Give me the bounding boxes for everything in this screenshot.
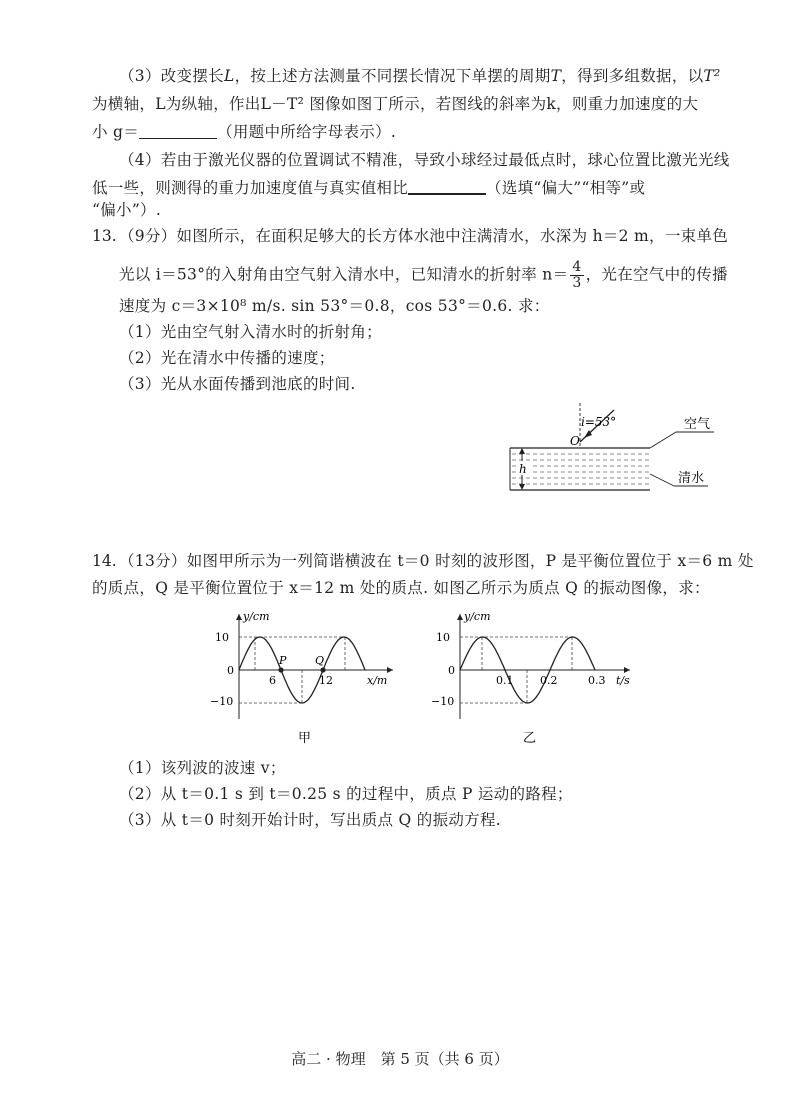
tick-0.1: 0.1 xyxy=(496,674,514,687)
text: ，光在空气中的传播 xyxy=(585,265,728,284)
q14-sub1: （1）该列波的波速 v； xyxy=(119,759,286,777)
q13-sub1: （1）光由空气射入清水时的折射角； xyxy=(119,323,382,341)
tick-neg10: −10 xyxy=(431,695,455,708)
label-water: 清水 xyxy=(678,471,705,486)
q13-line2 xyxy=(119,260,728,291)
label-q: Q xyxy=(315,654,325,667)
label-p: P xyxy=(279,654,287,667)
answer-blank-compare[interactable] xyxy=(408,179,486,195)
q13-line3: 速度为 c＝3×10⁸ m/s. sin 53°＝0.8，cos 53°＝0.6. 求： xyxy=(119,297,550,315)
q12-part3-line1 xyxy=(119,66,721,86)
angle-label: i=53° xyxy=(581,415,617,429)
point-p xyxy=(278,667,283,672)
answer-blank-g[interactable] xyxy=(139,124,217,139)
x-label: t/s xyxy=(616,674,630,687)
q12-part3-line2: 为横轴，L为纵轴，作出L－T² 图像如图丁所示，若图线的斜率为k，则重力加速度的大 xyxy=(92,95,699,113)
leader-air xyxy=(650,432,676,448)
text: ，得到多组数据，以 xyxy=(561,67,704,85)
text: 小 g＝ xyxy=(92,123,140,141)
text: （3）改变摆长 xyxy=(119,67,224,85)
y-label: y/cm xyxy=(243,610,270,623)
tick-6: 6 xyxy=(269,674,276,687)
arrow-down-icon xyxy=(519,484,525,490)
q13-sub3: （3）光从水面传播到池底的时间. xyxy=(119,375,356,393)
q14-line2: 的质点，Q 是平衡位置位于 x＝12 m 处的质点. 如图乙所示为质点 Q 的振动图像，求： xyxy=(92,579,710,597)
text: （用题中所给字母表示）. xyxy=(217,123,397,141)
fraction-n xyxy=(570,260,583,291)
q12-part4-line1: （4）若由于激光仪器的位置调试不精准，导致小球经过最低点时，球心位置比激光光线 xyxy=(119,151,730,169)
text: 光以 i＝53°的入射角由空气射入清水中，已知清水的折射率 n＝ xyxy=(119,265,569,284)
tick-12: 12 xyxy=(319,674,333,687)
numerator: 4 xyxy=(572,259,582,275)
tick-10: 10 xyxy=(436,631,450,644)
x-label: x/m xyxy=(367,674,388,687)
tick-10: 10 xyxy=(215,631,229,644)
q14-sub2: （2）从 t＝0.1 s 到 t＝0.25 s 的过程中，质点 P 运动的路程； xyxy=(119,785,573,803)
tick-0: 0 xyxy=(227,664,234,677)
q14-sub3: （3）从 t＝0 时刻开始计时，写出质点 Q 的振动方程. xyxy=(119,811,501,829)
q13-sub2: （2）光在清水中传播的速度； xyxy=(119,349,335,367)
q14-number: 14. xyxy=(92,552,117,570)
tick-neg10: −10 xyxy=(210,695,234,708)
tick-0.3: 0.3 xyxy=(588,674,606,687)
wave-chart-jia xyxy=(195,604,405,754)
text: 低一些，则测得的重力加速度值与真实值相比 xyxy=(92,179,409,197)
denominator: 3 xyxy=(572,275,582,291)
var-T: T xyxy=(550,67,562,85)
text: （选填“偏大”“相等”或 xyxy=(486,179,646,197)
y-label: y/cm xyxy=(464,610,491,623)
var-L: L xyxy=(223,67,235,85)
q13-line1: （9分）如图所示，在面积足够大的长方体水池中注满清水，水深为 h＝2 m，一束单色 xyxy=(119,227,729,245)
q14-line1: （13分）如图甲所示为一列简谐横波在 t＝0 时刻的波形图，P 是平衡位置位于 x＝6 m 处 xyxy=(119,552,754,570)
var-T2: T² xyxy=(703,67,721,85)
q13-number: 13. xyxy=(92,227,117,245)
tick-0.2: 0.2 xyxy=(540,674,558,687)
text: ，按上述方法测量不同摆长情况下单摆的周期 xyxy=(234,67,551,85)
vibration-chart-yi xyxy=(420,604,640,754)
arrow-up-icon xyxy=(519,448,525,454)
refraction-figure xyxy=(500,398,730,498)
leader-water xyxy=(650,474,674,486)
q12-part4-line2 xyxy=(92,178,645,198)
point-o: O xyxy=(570,434,580,448)
q12-part4-line3: “偏小”）. xyxy=(92,201,162,219)
label-air: 空气 xyxy=(684,417,711,432)
point-q xyxy=(320,667,325,672)
label-h: h xyxy=(519,462,527,476)
water-hatch xyxy=(512,454,650,484)
caption-yi: 乙 xyxy=(523,731,537,746)
q12-part3-line3 xyxy=(92,122,396,142)
caption-jia: 甲 xyxy=(298,731,312,746)
tick-0: 0 xyxy=(448,664,455,677)
page-footer: 高二 · 物理 第 5 页（共 6 页） xyxy=(291,1050,509,1068)
